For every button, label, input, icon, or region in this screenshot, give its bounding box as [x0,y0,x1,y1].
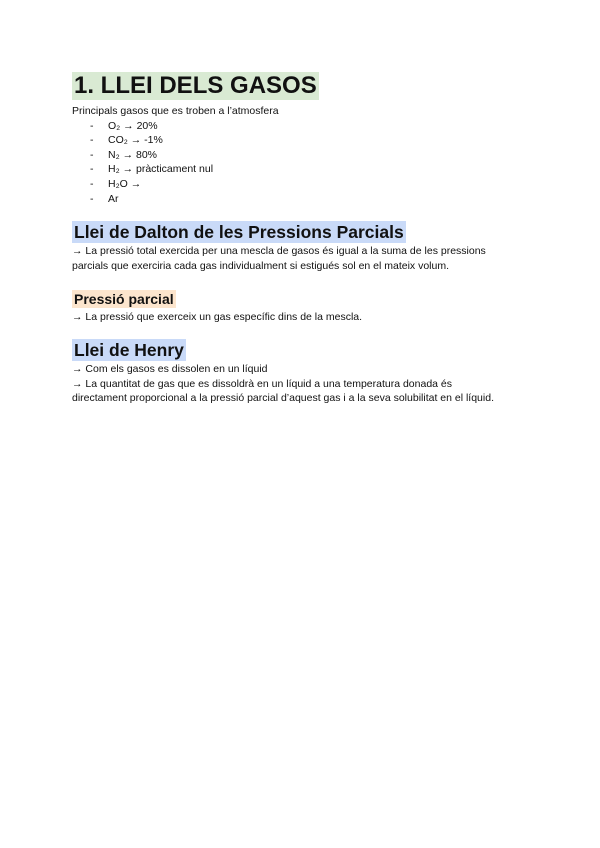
dalton-heading: Llei de Dalton de les Pressions Parcials [74,222,404,242]
henry-text-line-3: directament proporcional a la pressió parcial d’aquest gas i a la seva solubilitat en el líquid. [72,392,494,405]
list-item [72,119,540,134]
list-dash: - [90,192,94,205]
list-item [72,148,540,163]
dalton-text-line-1: → La pressió total exercida per una mescla de gasos és igual a la suma de les pressions [72,245,486,257]
gas-item-text: CO₂ → -1% [108,134,163,147]
henry-text-line-2: → La quantitat de gas que es dissoldrà en un líquid a una temperatura donada és [72,377,453,390]
list-item [72,162,540,177]
list-dash: - [90,134,94,147]
gas-item-text: H₂ → pràcticament nul [108,163,214,176]
gas-item-text: N₂ → 80% [108,148,158,161]
partial-heading: Pressió parcial [74,291,174,307]
title-block [72,72,540,100]
list-dash: - [90,148,94,161]
gas-item-text: O₂ → 20% [108,119,158,132]
dalton-section [72,221,540,273]
henry-text-line-1: → Com els gasos es dissolen en un líquid [72,363,268,375]
partial-section [72,290,540,325]
dalton-text-line-2: parcials que exerciria cada gas individualment si estigués sol en el mateix volum. [72,259,450,272]
list-item [72,192,540,207]
gas-item-text: H₂O → [108,177,142,190]
henry-heading: Llei de Henry [74,340,184,360]
list-dash: - [90,177,94,190]
partial-text-line-1: → La pressió que exerceix un gas específic dins de la mescla. [72,311,363,323]
page-title: 1. LLEI DELS GASOS [74,72,317,99]
gas-list [72,119,540,207]
list-dash: - [90,163,94,176]
list-item [72,133,540,148]
list-dash: - [90,119,94,132]
list-item [72,177,540,192]
intro-block [72,104,540,206]
intro-text: Principals gasos que es troben a l’atmosfera [72,105,279,117]
henry-section [72,339,540,406]
gas-item-text: Ar [108,192,119,205]
